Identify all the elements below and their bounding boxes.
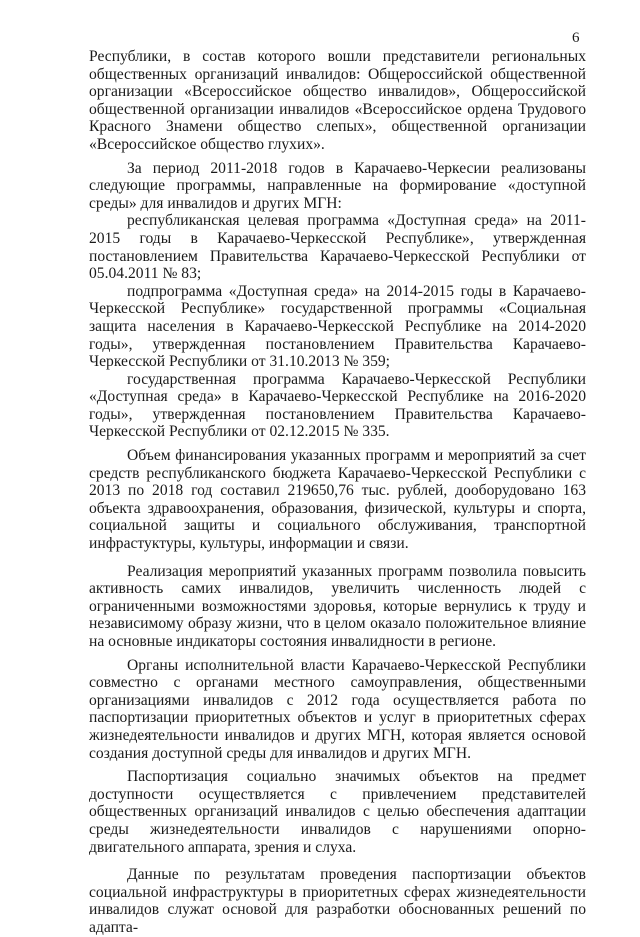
paragraph-results: Реализация мероприятий указанных программ позволила повысить активность самих инвалидов, увеличить численность людей с ограниченными возможностями здоровья, которые вернулись к труду и независимому образу жизни, что в целом оказало положительное влияние на основные индикаторы состояния инвалидности в регионе.: [89, 562, 586, 650]
paragraph-passportization-accessibility: Паспортизация социально значимых объектов на предмет доступности осуществляется с привлечением представителей общественных организаций инвалидов с целью обеспечения адаптации среды жизнедеятельности инвалидов с нарушениями опорно-двигательного аппарата, зрения и слуха.: [89, 768, 586, 856]
paragraph-passportization-work: Органы исполнительной власти Карачаево-Черкесской Республики совместно с органами местного самоуправления, общественными организациями инвалидов с 2012 года осуществляется работа по паспортизации приоритетных объектов и услуг в приоритетных сферах жизнедеятельности инвалидов и других МГН, которая является основой создания доступной среды для инвалидов и других МГН.: [89, 656, 586, 762]
paragraph-subprogram-2014-2015: подпрограмма «Доступная среда» на 2014-2015 годы в Карачаево-Черкесской Республике» государственной программы «Социальная защита населения в Карачаево-Черкесской Республике на 2014-2020 годы», утвержденная постановлением Правительства Карачаево-Черкесской Республики от 31.10.2013 № 359;: [89, 282, 586, 371]
page-number: 6: [572, 30, 580, 46]
paragraph-council-members: Республики, в состав которого вошли представители региональных общественных организаций инвалидов: Общероссийской общественной организации «Всероссийское общество инвалидов», Общероссийской общественной организации инвалидов «Всероссийское ордена Трудового Красного Знамени общество слепых», общественной организации «Всероссийское общество глухих».: [89, 48, 586, 153]
paragraph-programs-intro: За период 2011-2018 годов в Карачаево-Черкесии реализованы следующие программы, направленные на формирование «доступной среды» для инвалидов и других МГН:: [89, 159, 586, 212]
paragraph-program-2016-2020: государственная программа Карачаево-Черкесской Республики «Доступная среда» в Карачаево-Черкесской Республике на 2016-2020 годы», утвержденная постановлением Правительства Карачаево-Черкесской Республики от 02.12.2015 № 335.: [89, 370, 586, 441]
paragraph-funding: Объем финансирования указанных программ и мероприятий за счет средств республиканского бюджета Карачаево-Черкесской Республики с 2013 по 2018 год составил 219650,76 тыс. рублей, дооборудовано 163 объекта здравоохранения, образования, физической, культуры и спорта, социальной защиты и социального обслуживания, транспортной инфрастуктуры, культуры, информации и связи.: [89, 447, 586, 553]
paragraph-program-2011-2015: республиканская целевая программа «Доступная среда» на 2011-2015 годы в Карачаево-Черкесской Республике», утвержденная постановлением Правительства Карачаево-Черкесской Республики от 05.04.2011 № 83;: [89, 212, 586, 283]
document-body: [89, 48, 586, 937]
paragraph-passportization-data: Данные по результатам проведения паспортизации объектов социальной инфраструктуры в приоритетных сферах жизнедеятельности инвалидов служат основой для разработки обоснованных решений по адапта-: [89, 866, 586, 936]
